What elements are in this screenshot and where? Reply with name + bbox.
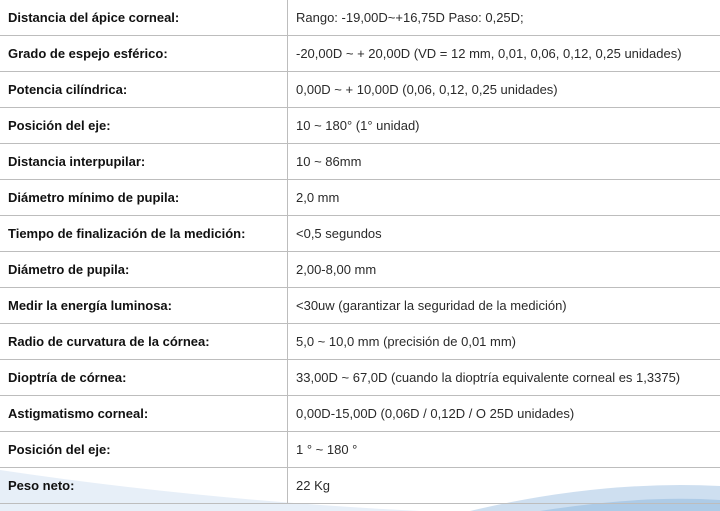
spec-label: Peso neto: — [0, 468, 288, 504]
table-row — [0, 36, 720, 72]
spec-value: -20,00D ~ + 20,00D (VD = 12 mm, 0,01, 0,06, 0,12, 0,25 unidades) — [288, 36, 720, 72]
spec-label: Tiempo de finalización de la medición: — [0, 216, 288, 252]
spec-label: Potencia cilíndrica: — [0, 72, 288, 108]
spec-value: 10 ~ 86mm — [288, 144, 720, 180]
spec-value: 0,00D-15,00D (0,06D / 0,12D / O 25D unidades) — [288, 396, 720, 432]
table-row — [0, 468, 720, 504]
spec-label: Grado de espejo esférico: — [0, 36, 288, 72]
spec-value: <30uw (garantizar la seguridad de la medición) — [288, 288, 720, 324]
spec-label: Posición del eje: — [0, 432, 288, 468]
table-row — [0, 144, 720, 180]
spec-value: 5,0 ~ 10,0 mm (precisión de 0,01 mm) — [288, 324, 720, 360]
table-row — [0, 324, 720, 360]
table-row — [0, 396, 720, 432]
spec-label: Distancia del ápice corneal: — [0, 0, 288, 36]
table-row — [0, 216, 720, 252]
spec-value: 2,0 mm — [288, 180, 720, 216]
spec-label: Medir la energía luminosa: — [0, 288, 288, 324]
spec-value: <0,5 segundos — [288, 216, 720, 252]
table-row — [0, 432, 720, 468]
spec-value: 33,00D ~ 67,0D (cuando la dioptría equivalente corneal es 1,3375) — [288, 360, 720, 396]
spec-label: Distancia interpupilar: — [0, 144, 288, 180]
spec-label: Astigmatismo corneal: — [0, 396, 288, 432]
spec-label: Radio de curvatura de la córnea: — [0, 324, 288, 360]
table-row — [0, 0, 720, 36]
table-row — [0, 180, 720, 216]
spec-label: Diámetro mínimo de pupila: — [0, 180, 288, 216]
table-row — [0, 360, 720, 396]
spec-label: Diámetro de pupila: — [0, 252, 288, 288]
table-row — [0, 108, 720, 144]
spec-value: 10 ~ 180° (1° unidad) — [288, 108, 720, 144]
spec-value: 1 ° ~ 180 ° — [288, 432, 720, 468]
table-row — [0, 252, 720, 288]
spec-value: Rango: -19,00D~+16,75D Paso: 0,25D; — [288, 0, 720, 36]
spec-value: 0,00D ~ + 10,00D (0,06, 0,12, 0,25 unidades) — [288, 72, 720, 108]
spec-label: Posición del eje: — [0, 108, 288, 144]
spec-label: Dioptría de córnea: — [0, 360, 288, 396]
table-row — [0, 288, 720, 324]
spec-value: 22 Kg — [288, 468, 720, 504]
spec-value: 2,00-8,00 mm — [288, 252, 720, 288]
table-row — [0, 72, 720, 108]
